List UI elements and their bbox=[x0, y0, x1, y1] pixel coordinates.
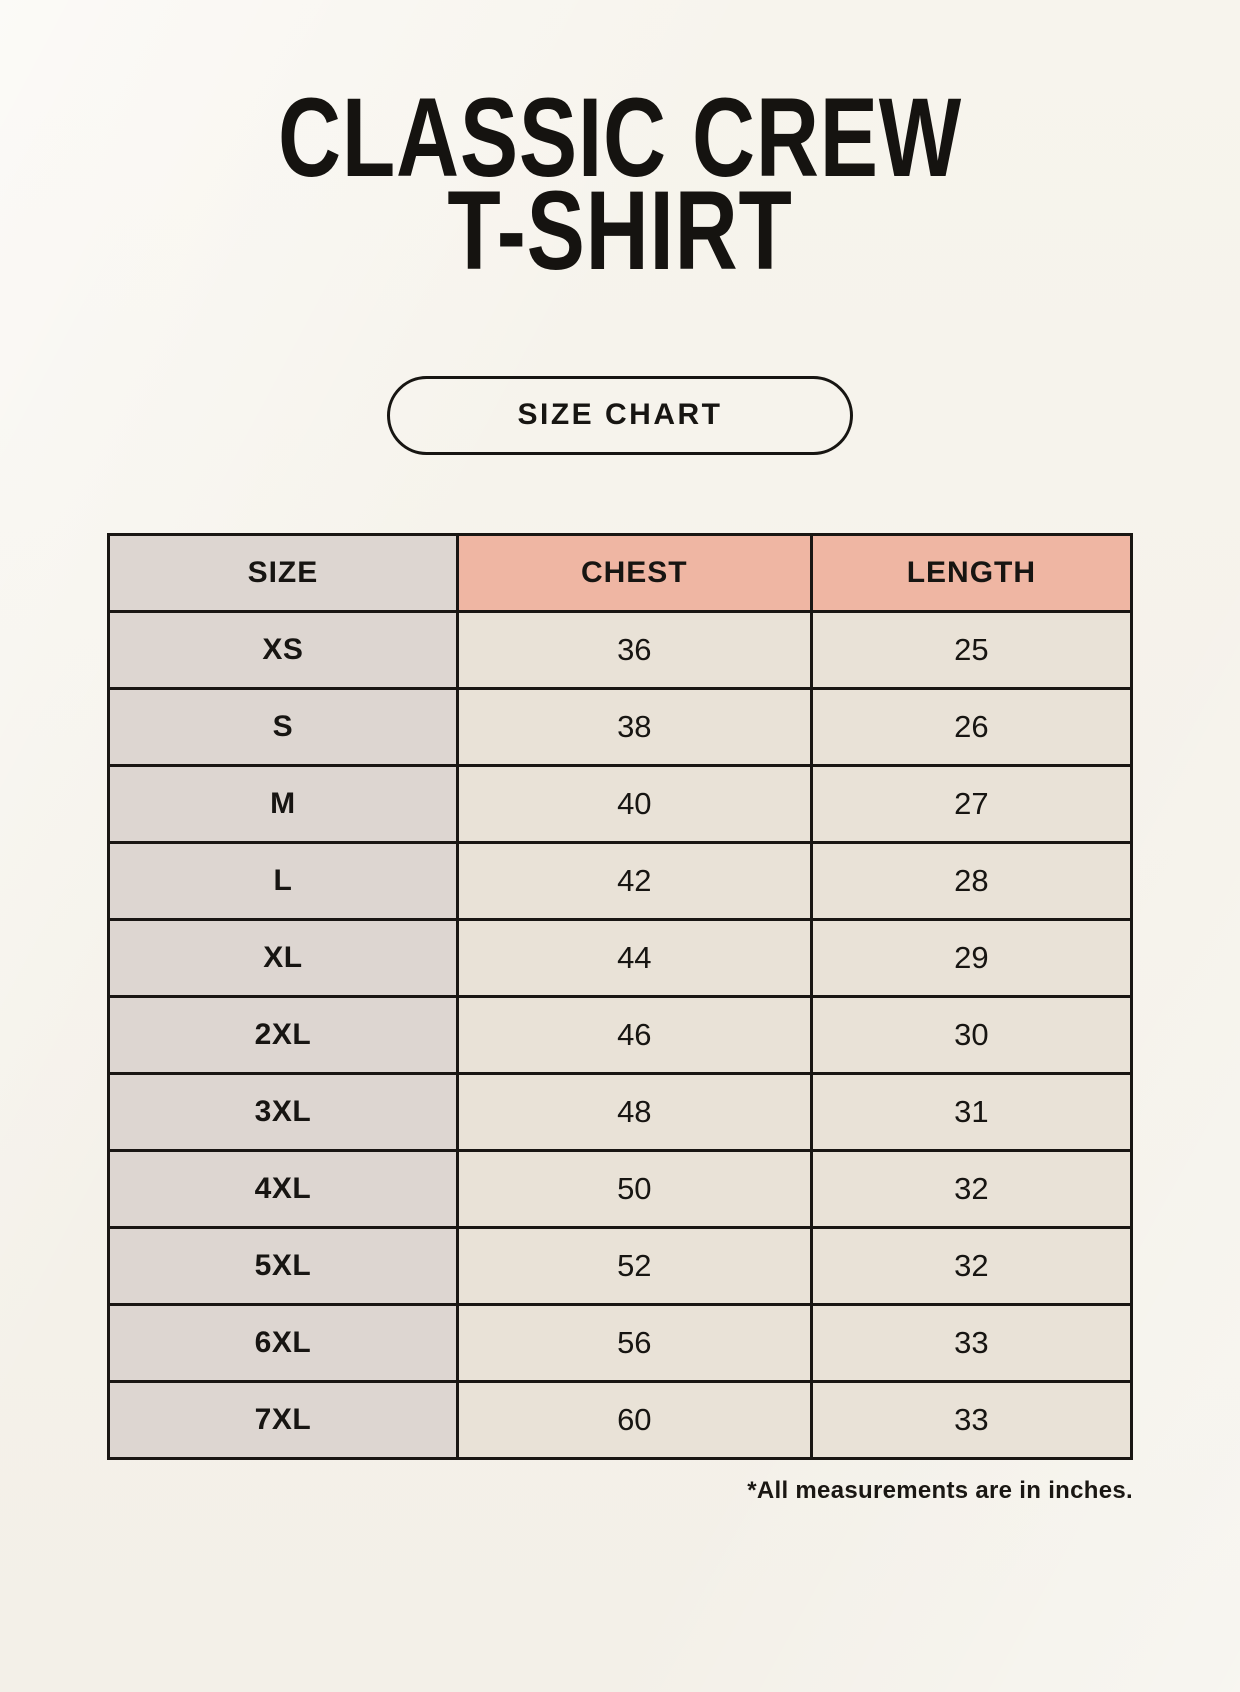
chest-cell: 42 bbox=[457, 842, 811, 919]
chest-cell: 56 bbox=[457, 1304, 811, 1381]
length-cell: 33 bbox=[811, 1304, 1131, 1381]
length-cell: 27 bbox=[811, 765, 1131, 842]
column-header-chest: CHEST bbox=[457, 534, 811, 611]
chest-cell: 52 bbox=[457, 1227, 811, 1304]
size-chart-section bbox=[0, 533, 1240, 1505]
length-cell: 29 bbox=[811, 919, 1131, 996]
length-cell: 33 bbox=[811, 1381, 1131, 1458]
page-title bbox=[136, 75, 1103, 293]
size-cell: 5XL bbox=[109, 1227, 458, 1304]
table-row bbox=[109, 1150, 1132, 1227]
table-row bbox=[109, 919, 1132, 996]
size-cell: 2XL bbox=[109, 996, 458, 1073]
title-line-1: CLASSIC CREW bbox=[278, 75, 962, 200]
chest-cell: 40 bbox=[457, 765, 811, 842]
size-cell: 4XL bbox=[109, 1150, 458, 1227]
length-cell: 32 bbox=[811, 1150, 1131, 1227]
chest-cell: 48 bbox=[457, 1073, 811, 1150]
size-cell: 7XL bbox=[109, 1381, 458, 1458]
size-chart-button[interactable]: SIZE CHART bbox=[387, 376, 853, 455]
table-row bbox=[109, 688, 1132, 765]
size-chart-table bbox=[107, 533, 1133, 1460]
size-cell: 3XL bbox=[109, 1073, 458, 1150]
header-row bbox=[109, 534, 1132, 611]
size-cell: 6XL bbox=[109, 1304, 458, 1381]
length-cell: 30 bbox=[811, 996, 1131, 1073]
chest-cell: 60 bbox=[457, 1381, 811, 1458]
column-header-length: LENGTH bbox=[811, 534, 1131, 611]
size-cell: L bbox=[109, 842, 458, 919]
size-cell: M bbox=[109, 765, 458, 842]
length-cell: 28 bbox=[811, 842, 1131, 919]
chest-cell: 50 bbox=[457, 1150, 811, 1227]
chest-cell: 38 bbox=[457, 688, 811, 765]
length-cell: 32 bbox=[811, 1227, 1131, 1304]
size-cell: S bbox=[109, 688, 458, 765]
chest-cell: 46 bbox=[457, 996, 811, 1073]
table-row bbox=[109, 996, 1132, 1073]
header bbox=[0, 75, 1240, 455]
length-cell: 31 bbox=[811, 1073, 1131, 1150]
size-cell: XL bbox=[109, 919, 458, 996]
size-cell: XS bbox=[109, 611, 458, 688]
table-row bbox=[109, 765, 1132, 842]
table-row bbox=[109, 1304, 1132, 1381]
table-row bbox=[109, 842, 1132, 919]
table-row bbox=[109, 1227, 1132, 1304]
length-cell: 25 bbox=[811, 611, 1131, 688]
column-header-size: SIZE bbox=[109, 534, 458, 611]
table-row bbox=[109, 1073, 1132, 1150]
chest-cell: 36 bbox=[457, 611, 811, 688]
table-row bbox=[109, 1381, 1132, 1458]
table-row bbox=[109, 611, 1132, 688]
measurements-footnote: *All measurements are in inches. bbox=[747, 1476, 1133, 1504]
length-cell: 26 bbox=[811, 688, 1131, 765]
title-line-2: T-SHIRT bbox=[447, 167, 793, 293]
chest-cell: 44 bbox=[457, 919, 811, 996]
